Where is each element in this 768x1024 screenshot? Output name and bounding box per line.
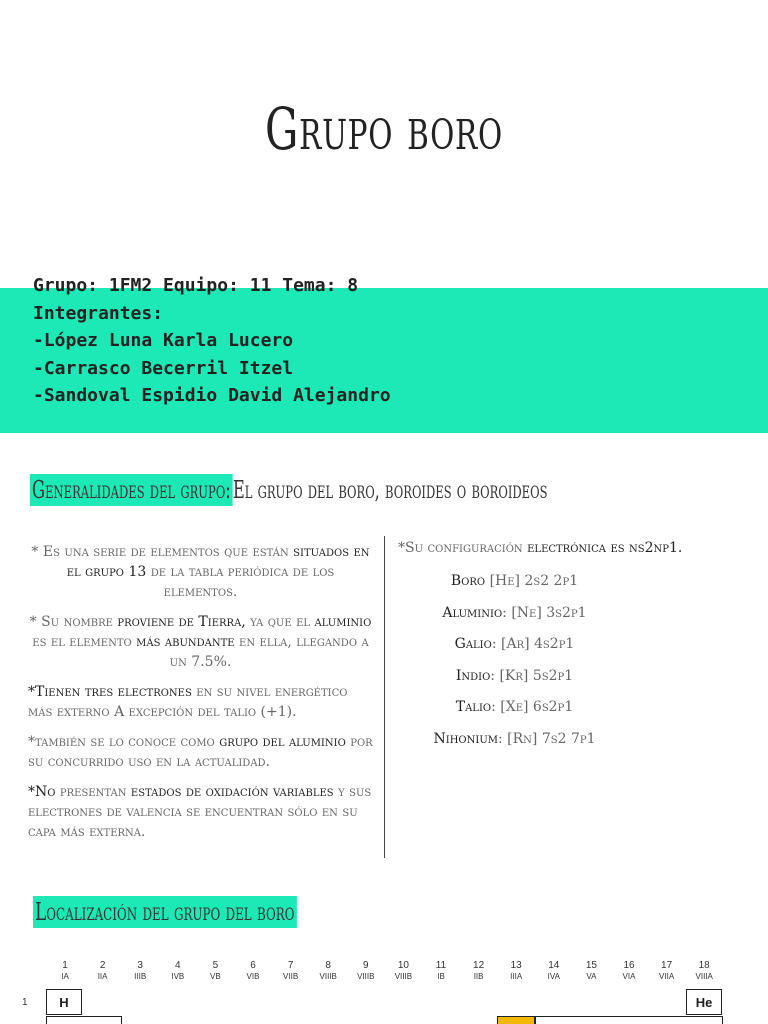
group-header-12	[460, 960, 498, 982]
text-bold: electrónica es ns2np1.	[527, 540, 683, 556]
group-header-18	[685, 960, 723, 982]
group-header-13	[497, 960, 535, 982]
group-header-14	[535, 960, 573, 982]
member-2: -Carrasco Becerril Itzel	[33, 357, 294, 379]
group-info	[33, 272, 391, 410]
group-roman: IIB	[473, 972, 484, 981]
group-number: 5	[212, 960, 219, 971]
element-config: [Ne] 3s2p1	[511, 604, 587, 621]
config-nihonium	[392, 724, 637, 756]
text-bold: proviene de Tierra,	[117, 614, 246, 630]
text: de la tabla periódica de los elementos.	[146, 564, 335, 600]
text: y sus electrones de valencia se encuentran sólo en su capa más externa.	[28, 784, 372, 840]
left-column	[28, 542, 373, 852]
group-header-8	[309, 960, 347, 982]
group-number: 17	[661, 960, 673, 971]
text: * Es una serie de elementos que están	[31, 544, 294, 560]
group-header-16	[610, 960, 648, 982]
group-number: 7	[287, 960, 294, 971]
group-roman: IVA	[547, 972, 560, 981]
period-label: 1	[22, 997, 28, 1008]
group-header-7	[272, 960, 310, 982]
localizacion-label: Localización del grupo del boro	[33, 896, 297, 928]
sep: :	[491, 636, 502, 652]
config-heading	[398, 540, 692, 556]
element-name: Aluminio	[442, 604, 503, 621]
group-roman: IA	[61, 972, 69, 981]
group-roman: IB	[437, 972, 445, 981]
group-number: 8	[325, 960, 331, 971]
text-bold: más abundante	[136, 634, 235, 650]
group-roman: VIA	[622, 972, 636, 981]
config-indio	[392, 661, 637, 693]
paragraph-4	[28, 732, 373, 772]
generalidades-text: El grupo del boro, boroides o boroideos	[232, 476, 548, 504]
group-header-4	[159, 960, 197, 982]
member-1: -López Luna Karla Lucero	[33, 330, 294, 351]
group-roman: VIIA	[659, 972, 675, 981]
boron-cell-highlight	[497, 1016, 535, 1024]
generalidades-heading	[30, 474, 548, 506]
group-number: 16	[623, 960, 635, 971]
text-bold: estados de oxidación variables	[130, 784, 334, 800]
group-roman: IIA	[97, 972, 108, 981]
group-roman: VIIIB	[394, 972, 413, 981]
group-roman: VIIIA	[695, 972, 713, 981]
group-number: 14	[548, 960, 560, 971]
config-aluminio	[392, 598, 637, 630]
column-divider	[384, 536, 385, 858]
paragraph-2	[28, 612, 373, 672]
generalidades-label: Generalidades del grupo:	[30, 474, 233, 506]
group-number: 11	[435, 960, 447, 971]
element-name: Talio	[455, 699, 492, 715]
group-number: 15	[585, 960, 597, 971]
group-header-15	[572, 960, 610, 982]
text-bold: aluminio	[314, 614, 372, 630]
text: es el elemento	[32, 634, 137, 650]
group-header-9	[347, 960, 385, 982]
text: presentan	[55, 784, 131, 800]
element-name: Nihonium	[433, 730, 498, 747]
member-3: -Sandoval Espidio David Alejandro	[33, 385, 391, 406]
page-title: Grupo boro	[265, 95, 503, 163]
group-header-5	[196, 960, 234, 982]
element-name: Indio	[455, 667, 491, 684]
config-list	[392, 566, 637, 755]
text: ya que el	[245, 614, 315, 630]
group-number: 10	[397, 960, 409, 971]
paragraph-5	[28, 782, 373, 842]
element-config: [Xe] 6s2p1	[500, 699, 574, 715]
text-bold: grupo del aluminio	[219, 734, 346, 750]
group-roman: VB	[210, 972, 221, 981]
group-number: 13	[510, 960, 522, 971]
sep: :	[498, 730, 508, 747]
element-config: [Rn] 7s2 7p1	[507, 730, 596, 747]
group-roman: VA	[586, 972, 597, 981]
group-header-17	[648, 960, 686, 982]
group-header-10	[384, 960, 422, 982]
localizacion-heading	[33, 896, 297, 928]
element-name: Galio	[454, 636, 492, 652]
group-number: 1	[62, 960, 68, 971]
group-number: 4	[175, 960, 181, 971]
group-header-2	[84, 960, 122, 982]
group-line: Grupo: 1FM2 Equipo: 11 Tema: 8	[33, 275, 359, 296]
element-he: He	[686, 989, 722, 1015]
text: en su nivel energético más externo A excepción del talio (+1).	[28, 684, 348, 720]
group-number: 9	[363, 960, 369, 971]
text-bold: *No	[28, 784, 56, 800]
config-talio	[392, 692, 637, 724]
group-roman: IVB	[171, 972, 185, 981]
group-number: 12	[473, 960, 485, 971]
group-roman: VIIIB	[319, 972, 337, 981]
group-number: 6	[250, 960, 256, 971]
group-number: 18	[698, 960, 710, 971]
group-roman: VIIB	[283, 972, 299, 981]
period-2-right-cells	[535, 1016, 723, 1024]
sep: :	[490, 667, 500, 684]
element-h: H	[46, 989, 82, 1015]
element-name: Boro	[450, 573, 486, 589]
config-galio	[392, 629, 637, 661]
group-roman: VIIIB	[357, 972, 375, 981]
period-2-left-cells	[46, 1016, 122, 1024]
right-column	[392, 540, 692, 755]
group-roman: VIB	[246, 972, 260, 981]
group-number: 2	[99, 960, 106, 971]
text-bold: *	[28, 684, 35, 700]
group-header-11	[422, 960, 460, 982]
sep: :	[502, 604, 512, 621]
text-bold: Tienen tres electrones	[35, 684, 192, 700]
paragraph-3	[28, 682, 373, 722]
text: *Su configuración	[398, 540, 528, 556]
sep: :	[491, 699, 501, 715]
paragraph-1	[28, 542, 373, 602]
text-bold: situados en el grupo 13	[66, 544, 370, 580]
group-roman: IIIA	[510, 972, 523, 981]
group-roman: IIIB	[134, 972, 147, 981]
group-number: 3	[137, 960, 143, 971]
element-config: [He] 2s2 2p1	[489, 573, 579, 589]
group-header-3	[121, 960, 159, 982]
group-header-6	[234, 960, 272, 982]
text: por su concurrido uso en la actualidad.	[28, 734, 373, 770]
text: *también se lo conoce como	[28, 734, 220, 750]
element-config: [Kr] 5s2p1	[499, 667, 574, 684]
element-config: [Ar] 4s2p1	[501, 636, 575, 652]
group-header-1	[46, 960, 84, 982]
config-boro	[392, 566, 637, 598]
text: en ella, llegando a un 7.5%.	[169, 634, 369, 670]
members-label: Integrantes:	[33, 302, 164, 324]
text: * Su nombre	[29, 614, 118, 630]
